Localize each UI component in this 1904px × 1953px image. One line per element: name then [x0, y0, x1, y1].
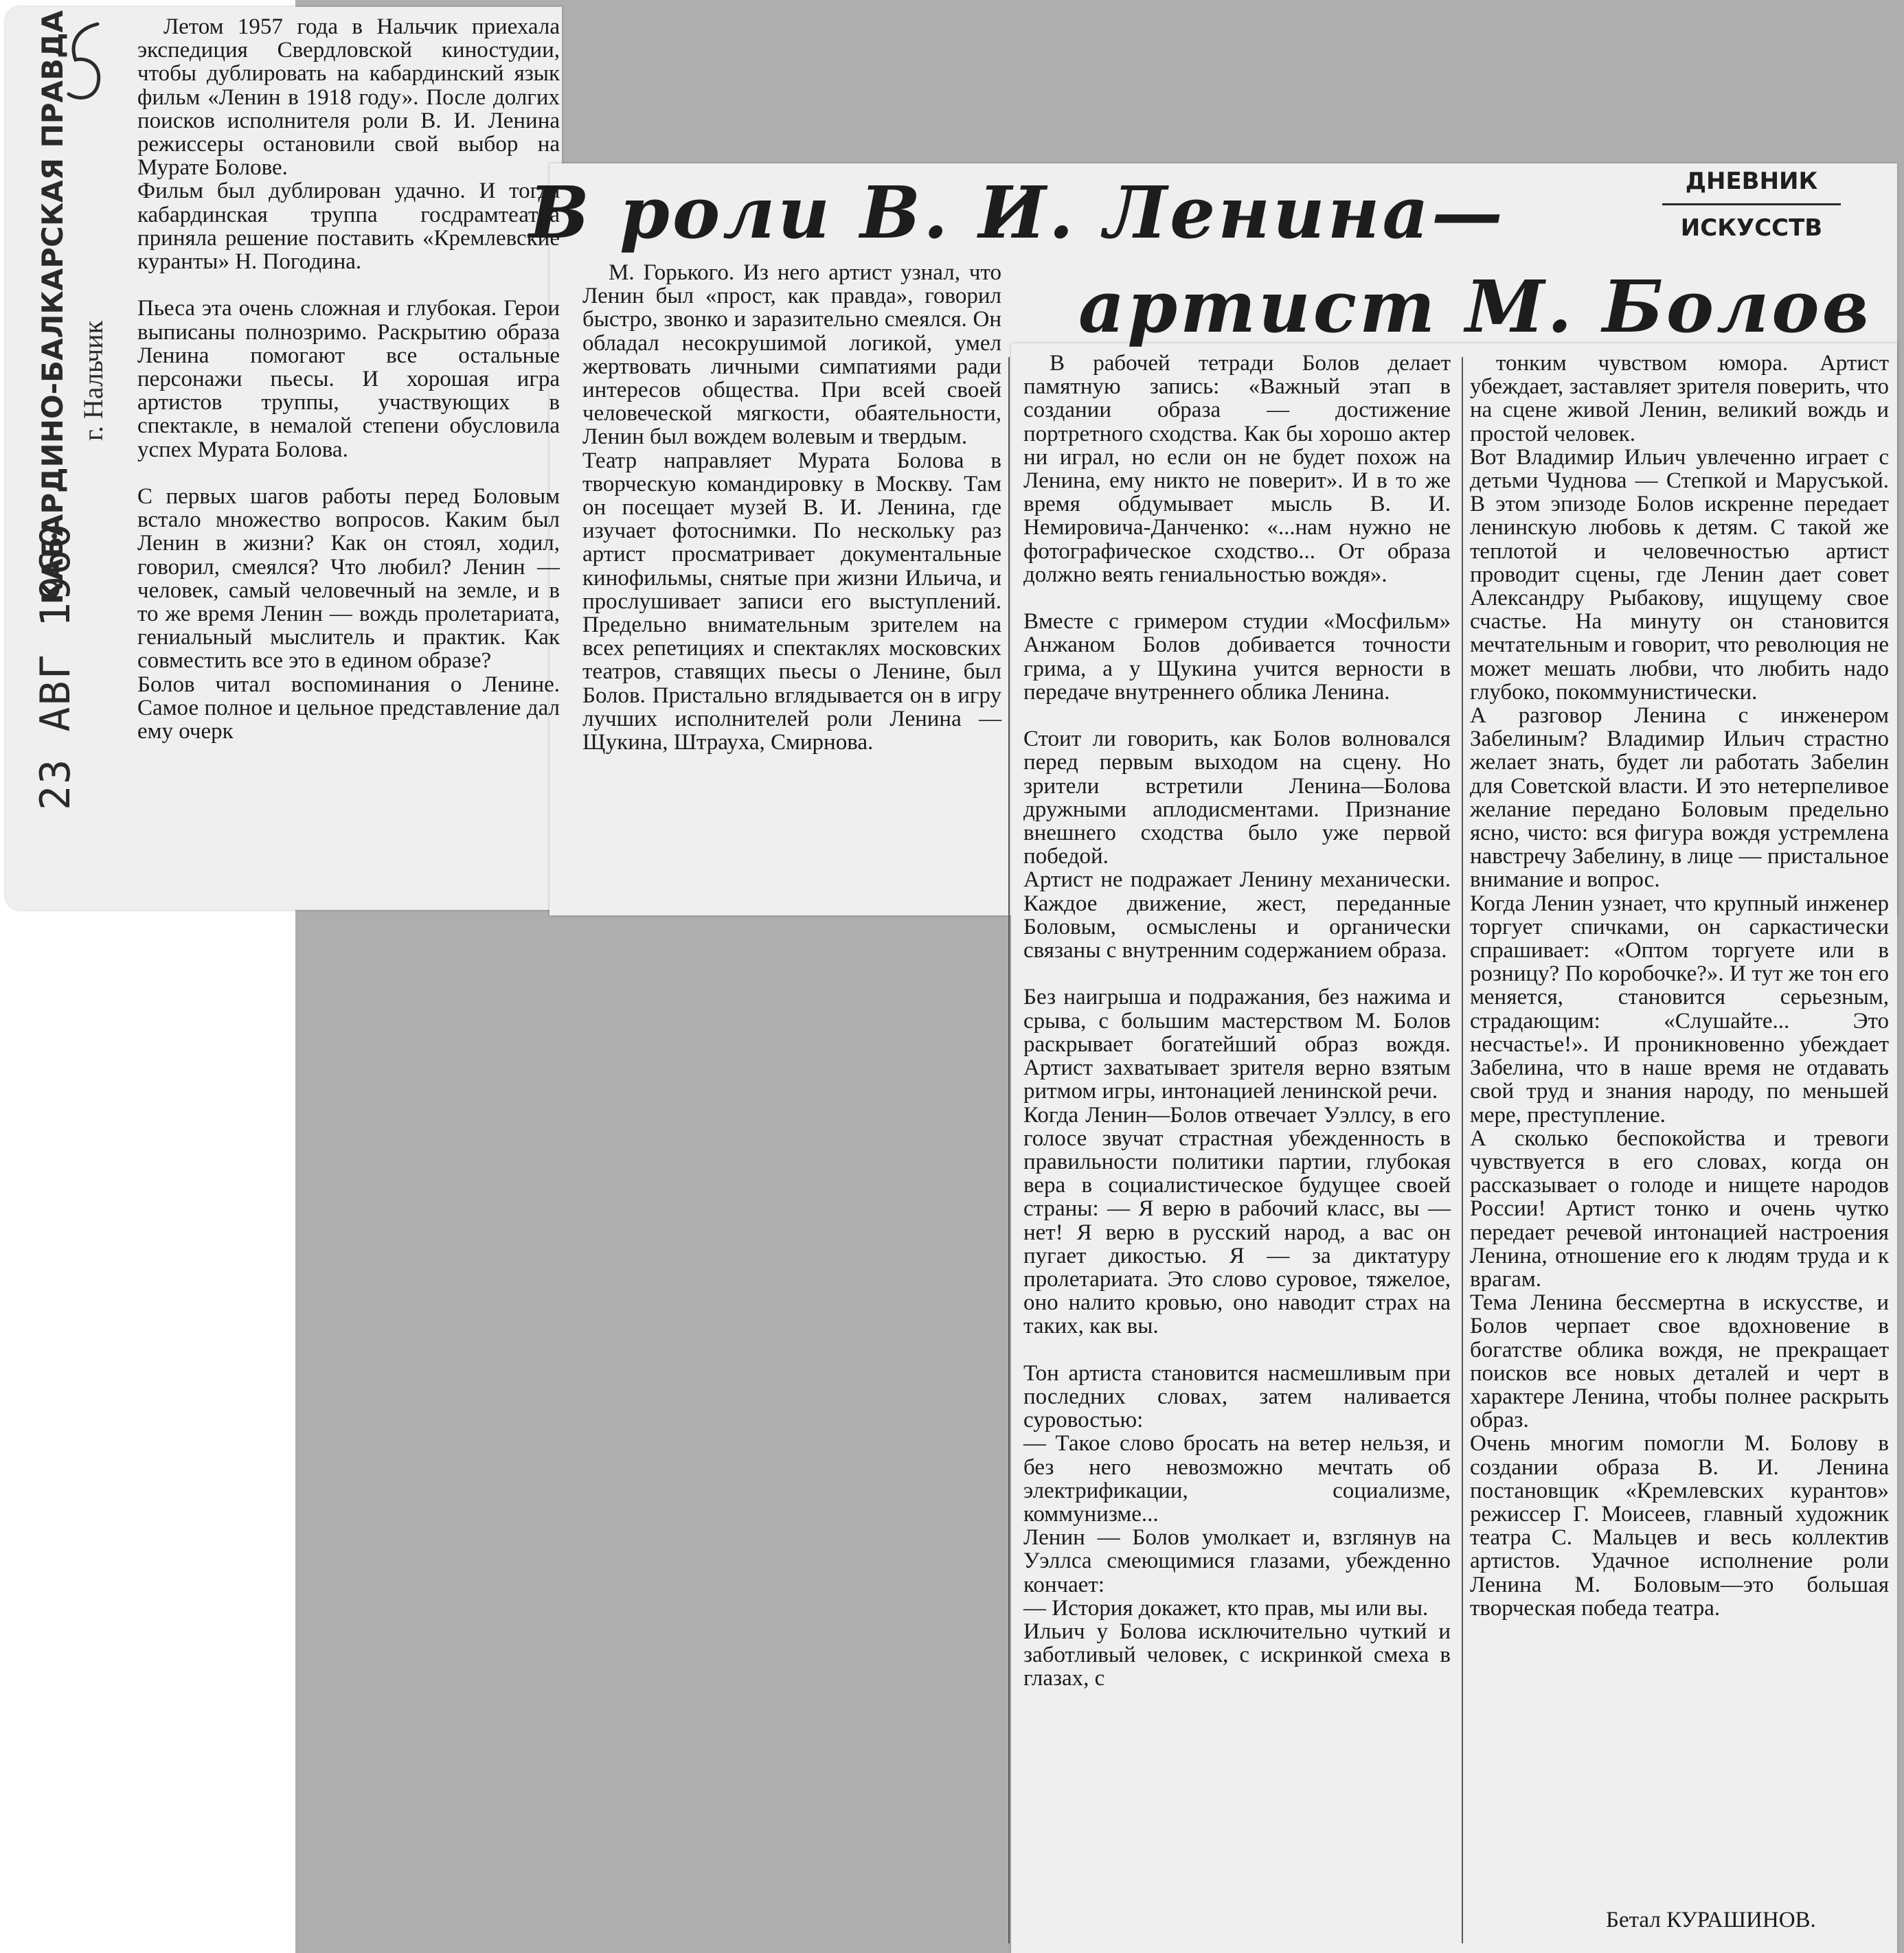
headline-line-2: артист М. Болов [1078, 264, 1872, 349]
headline-line-1: В роли В. И. Ленина— [529, 170, 1506, 255]
author-signature: Бетал КУРАШИНОВ. [1606, 1908, 1816, 1932]
article-column-2: М. Горького. Из него артист узнал, что Ленин был «прост, как правда», говорил быстро, звонко и заразительно смеялся. Он обладал несокрушимой логикой, умел жертвовать личными симпатиями ради интересов общества. При всей своей человеческой мягкости, обаятельности, Ленин был вождем волевым и твердым. Театр направляет Мурата Болова в творческую командировку в Москву. Там он посещает музей В. И. Ленина, где изучает фотоснимки. По нескольку раз артист просматривает документальные кинофильмы, снятые при жизни Ильича, и прослушивает записи его выступлений. Предельно внимательным зрителем на всех репетициях и спектаклях московских театров, ставящих пьесы о Ленине, был Болов. Пристально вглядывается он в игру лучших исполнителей роли Ленина — Щукина, Штрауха, Смирнова. [582, 260, 1001, 755]
rubric-line-1: ДНЕВНИК [1685, 168, 1818, 195]
article-column-1: Летом 1957 года в Нальчик приехала экспедиция Свердловской киностудии, чтобы дублировать на кабардинский язык фильм «Ленин в 1918 году». После долгих поисков исполнителя роли В. И. Ленина режиссеры остановили свой выбор на Мурате Болове. Фильм был дублирован удачно. И тогда кабардинская труппа госдрамтеатра приняла решение поставить «Кремлевские куранты» Н. Погодина. Пьеса эта очень сложная и глубокая. Герои выписаны полнозримо. Раскрытию образа Ленина помогают все остальные персонажи пьесы. И хорошая игра артистов труппы, участвующих в спектакле, в немалой степени обусловила успех Мурата Болова. С первых шагов работы перед Боловым встало множество вопросов. Каким был Ленин в жизни? Как он стоял, ходил, говорил, смеялся? Что любил? Ленин — человек, самый человечный на земле, и в то же время Ленин — вождь пролетариата, гениальный мыслитель и практик. Как совместить все это в едином образе? Болов читал воспоминания о Ленине. Самое полное и цельное представление дал ему очерк [137, 14, 560, 744]
article-column-3: В рабочей тетради Болов делает памятную запись: «Важный этап в создании образа — достижение портретного сходства. Как бы хорошо актер ни играл, но если он не будет похож на Ленина, ему никто не поверит». И в то же время обдумывает мысль В. И. Немировича-Данченко: «...нам нужно не фотографическое сходство... От образа должно веять гениальностью вождя». Вместе с гримером студии «Мосфильм» Анжаном Болов добивается точности грима, а у Щукина учится верности в передаче внутреннего облика Ленина. Стоит ли говорить, как Болов волновался перед первым выходом на сцену. Но зрители встретили Ленина—Болова дружными аплодисментами. Признание внешнего сходства было уже первой победой. Артист не подражает Ленину механически. Каждое движение, жест, переданные Боловым, осмыслены и органически связаны с внутренним содержанием образа. Без наигрыша и подражания, без нажима и срыва, с большим мастерством М. Болов раскрывает богатейший образ вождя. Артист захватывает зрителя верно взятым ритмом игры, интонацией ленинской речи. Когда Ленин—Болов отвечает Уэллсу, в его голосе звучат страстная убежденность в правильности политики партии, глубокая вера в социалистическое будущее своей страны: — Я верю в рабочий класс, вы — нет! Я верю в русский народ, а вас он пугает дикостью. Я — за диктатуру пролетариата. Это слово суровое, тяжелое, оно налито кровью, оно наводит страх на таких, как вы. Тон артиста становится насмешливым при последних словах, затем наливается суровостью: — Такое слово бросать на ветер нельзя, и без него невозможно мечтать об электрификации, социализме, коммунизме... Ленин — Болов умолкает и, взглянув на Уэллса смеющимися глазами, убежденно кончает: — История докажет, кто прав, мы или вы. Ильич у Болова исключительно чуткий и заботливый человек, с искринкой смеха в глазах, с [1023, 351, 1451, 1691]
newspaper-city: г. Нальчик [78, 321, 109, 441]
date-stamp: 23 АВГ 1960 [32, 522, 80, 810]
column-rule-3-4 [1462, 357, 1463, 1943]
column-rule-2-3 [1008, 357, 1010, 1943]
rubric-divider [1662, 203, 1841, 205]
article-column-4: тонким чувством юмора. Артист убеждает, заставляет зрителя поверить, что на сцене живой Ленин, великий вождь и простой человек. Вот Владимир Ильич увлеченно играет с детьми Чуднова — Степкой и Марусъкой. В этом эпизоде Болов искренне передает ленинскую любовь к детям. С такой же теплотой и человечностью артист проводит сцены, где Ленин дает совет Александру Рыбакову, ищущему свое счастье. На минуту он становится мечтательным и говорит, что революция не может мешать любви, что любить надо глубоко, покоммунистически. А разговор Ленина с инженером Забелиным? Владимир Ильич страстно желает знать, будет ли работать Забелин для Советской власти. И это нетерпеливое желание передано Боловым предельно ясно, чисто: вся фигура вождя устремлена навстречу Забелину, в лице — пристальное внимание и вопрос. Когда Ленин узнает, что крупный инженер торгует спичками, он саркастически спрашивает: «Оптом торгуете или в розницу? По коробочке?». И тут же тон его меняется, становится серьезным, страдающим: «Слушайте... Это несчастье!». И проникновенно убеждает Забелина, что в наше время не отдавать свой труд и знания народу, по меньшей мере, преступление. А сколько беспокойства и тревоги чувствуется в его словах, когда он рассказывает о голоде и нищете народов России! Артист тонко и очень чутко передает речевой интонацией настроения Ленина, отношение его к людям труда и к врагам. Тема Ленина бессмертна в искусстве, и Болов черпает свое вдохновение в богатстве облика вождя, не прекращает поисков все новых деталей и черт в характере Ленина, чтобы полнее раскрыть образ. Очень многим помогли М. Болову в создании образа В. И. Ленина постановщик «Кремлевских курантов» режиссер Г. Моисеев, главный художник театра С. Мальцев и весь коллектив артистов. Удачное исполнение роли Ленина М. Боловым—это большая творческая победа театра. [1470, 351, 1889, 1621]
rubric-line-2: ИСКУССТВ [1680, 214, 1823, 242]
newspaper-name: КАБАРДИНО-БАЛКАРСКАЯ ПРАВДА [36, 10, 69, 604]
